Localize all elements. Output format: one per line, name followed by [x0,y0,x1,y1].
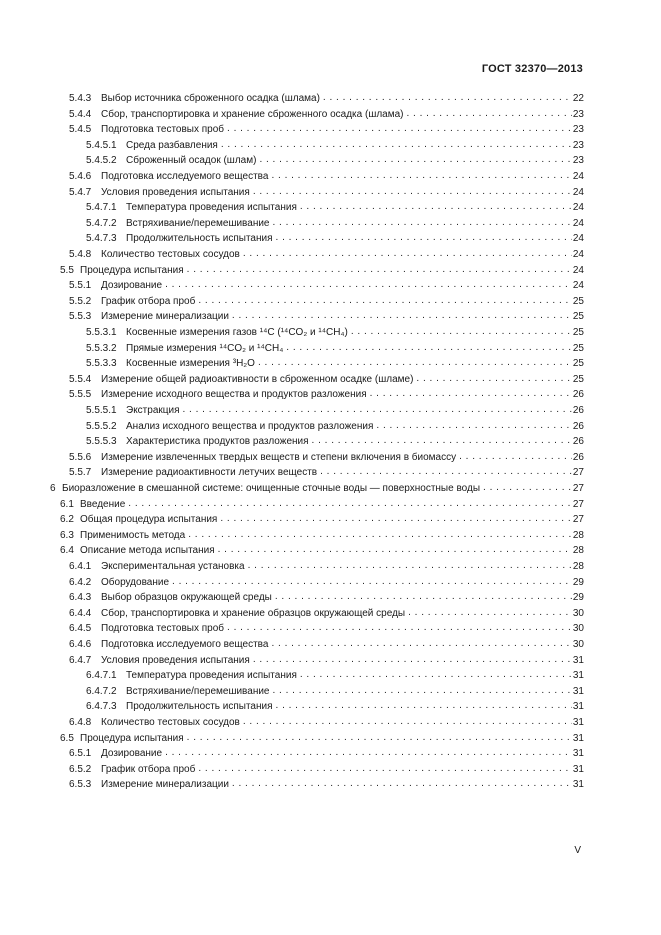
dot-leader [351,325,572,339]
toc-entry-title: График отбора проб [101,763,196,775]
toc-entry-number: 6.4.5 [69,623,92,635]
toc-entry-number: 5.5.3.1 [86,327,117,338]
page-number-footer: V [574,845,581,856]
toc-entry-title: Косвенные измерения ³H₂O [126,358,255,370]
toc-entry[interactable] [69,560,584,574]
toc-entry-number: 5.5.5.2 [86,420,117,432]
toc-entry[interactable] [69,591,584,605]
toc-entry-number: 6.1 [60,498,74,510]
toc-entry[interactable] [69,622,584,636]
toc-entry[interactable] [86,154,584,168]
toc-entry-number: 6 [50,483,56,494]
dot-leader [128,497,572,511]
toc-entry[interactable] [86,685,584,699]
toc-entry-page: 27 [572,467,584,479]
toc-entry-title: Среда разбавления [126,139,218,151]
toc-entry-page: 25 [572,373,584,385]
toc-entry[interactable] [60,513,584,527]
toc-entry[interactable] [69,388,584,402]
toc-entry[interactable] [86,217,584,231]
toc-entry-number: 6.5 [60,732,74,744]
toc-entry[interactable] [69,248,584,262]
toc-entry-title: Измерение общей радиоактивности в сброженном осадке (шламе) [101,373,414,385]
toc-entry-title: Косвенные измерения газов ¹⁴C (¹⁴CO₂ и ¹⁴CH₄) [126,327,348,338]
toc-entry-number: 6.3 [60,529,74,541]
toc-entry-number: 5.5.3.2 [86,342,117,354]
toc-entry-title: Измерение радиоактивности летучих веществ [101,467,318,479]
dot-leader [165,278,572,292]
toc-entry-page: 26 [572,389,584,401]
toc-entry-title: Выбор образцов окружающей среды [101,592,272,604]
toc-entry-number: 6.2 [60,514,74,526]
toc-entry-number: 5.4.3 [69,93,92,104]
document-id-header: ГОСТ 32370—2013 [481,63,583,75]
dot-leader [243,247,572,261]
dot-leader [221,138,572,152]
toc-entry-number: 5.5.5.1 [86,405,117,416]
toc-entry-title: Описание метода испытания [80,545,215,557]
dot-leader [416,372,571,386]
toc-entry-page: 26 [572,436,584,448]
dot-leader [273,216,572,230]
toc-entry-page: 31 [572,670,584,682]
toc-entry-title: Оборудование [101,576,170,588]
toc-entry-page: 24 [572,186,584,198]
toc-entry-page: 31 [572,717,584,728]
toc-entry-number: 5.5.4 [69,373,92,385]
dot-leader [273,684,572,698]
toc-entry[interactable] [69,186,584,200]
toc-entry-title: Экстракция [126,405,180,416]
dot-leader [276,699,572,713]
toc-entry-title: Встряхивание/перемешивание [126,685,270,697]
toc-entry-title: Общая процедура испытания [80,514,218,526]
toc-entry-title: Продолжительность испытания [126,701,273,713]
toc-entry-title: Подготовка тестовых проб [101,124,225,136]
dot-leader [218,543,572,557]
toc-entry-page: 26 [572,451,584,463]
toc-entry-title: Условия проведения испытания [101,654,250,666]
dot-leader [172,575,572,589]
toc-entry-title: Введение [80,498,126,510]
dot-leader [259,153,571,167]
dot-leader [232,777,572,791]
toc-entry-title: Выбор источника сброженного осадка (шлама) [101,93,320,104]
toc-entry-title: Биоразложение в смешанной системе: очищенные сточные воды — поверхностные воды [62,483,481,494]
toc-entry-number: 5.4.7.2 [86,217,117,229]
dot-leader [232,309,572,323]
toc-entry-number: 5.4.6 [69,171,92,182]
toc-entry-page: 24 [572,202,584,214]
toc-entry-page: 24 [572,280,584,292]
toc-entry-title: Количество тестовых сосудов [101,717,240,728]
toc-entry-page: 28 [572,545,584,557]
dot-leader [271,169,571,183]
toc-entry-number: 6.5.2 [69,763,92,775]
toc-entry[interactable] [69,108,584,122]
toc-entry[interactable] [69,778,584,792]
toc-entry-number: 6.4.6 [69,639,92,650]
dot-leader [182,403,571,417]
toc-entry-title: Сбор, транспортировка и хранение сброженного осадка (шлама) [101,108,404,120]
toc-entry[interactable] [69,763,584,777]
toc-entry[interactable] [69,607,584,621]
toc-entry[interactable] [69,279,584,293]
dot-leader [312,434,572,448]
toc-entry-title: Подготовка исследуемого вещества [101,639,269,650]
toc-entry-number: 5.4.8 [69,249,92,260]
toc-entry-number: 5.4.5.1 [86,139,117,151]
dot-leader [286,341,572,355]
toc-entry-page: 30 [572,607,584,619]
dot-leader [165,746,572,760]
toc-entry-title: Процедура испытания [80,264,184,276]
toc-entry[interactable] [69,310,584,324]
dot-leader [323,91,572,105]
toc-entry-page: 27 [572,498,584,510]
dot-leader [220,512,572,526]
toc-entry[interactable] [86,326,584,340]
toc-entry-title: Прямые измерения ¹⁴CO₂ и ¹⁴CH₄ [126,342,284,354]
dot-leader [187,731,572,745]
toc-entry-page: 24 [572,217,584,229]
toc-entry[interactable] [86,232,584,246]
toc-entry[interactable] [86,404,584,418]
toc-entry[interactable] [60,732,584,746]
toc-entry-title: Подготовка тестовых проб [101,623,225,635]
toc-entry[interactable] [69,123,584,137]
toc-entry-page: 25 [572,342,584,354]
toc-entry-page: 28 [572,561,584,572]
toc-entry-number: 6.4.7.1 [86,670,117,682]
toc-entry[interactable] [60,264,584,278]
toc-entry-title: График отбора проб [101,295,196,307]
dot-leader [483,481,572,495]
dot-leader [408,606,572,620]
toc-entry-number: 6.4.1 [69,561,92,572]
dot-leader [187,263,572,277]
dot-leader [253,185,572,199]
toc-entry-page: 31 [572,763,584,775]
toc-entry[interactable] [86,435,584,449]
toc-entry[interactable] [69,373,584,387]
toc-entry-page: 24 [572,249,584,260]
toc-entry[interactable] [86,700,584,714]
toc-entry[interactable] [60,544,584,558]
toc-entry[interactable] [69,576,584,590]
toc-entry-title: Подготовка исследуемого вещества [101,171,269,182]
toc-entry[interactable] [86,669,584,683]
toc-entry-page: 31 [572,701,584,713]
toc-entry-number: 5.4.7.1 [86,202,117,214]
toc-entry-number: 5.4.5.2 [86,155,117,167]
toc-entry-number: 5.4.4 [69,108,92,120]
dot-leader [276,231,572,245]
toc-entry[interactable] [69,466,584,480]
toc-entry[interactable] [69,170,584,184]
toc-entry-page: 27 [572,483,584,494]
dot-leader [275,590,572,604]
toc-entry-number: 5.5.5 [69,389,92,401]
toc-entry-number: 6.4 [60,545,74,557]
toc-entry-title: Измерение исходного вещества и продуктов разложения [101,389,367,401]
toc-entry-number: 6.5.1 [69,748,92,760]
toc-entry[interactable] [69,295,584,309]
toc-entry-page: 29 [572,592,584,604]
toc-entry-number: 6.4.8 [69,717,92,728]
dot-leader [198,294,572,308]
toc-entry-page: 30 [572,639,584,650]
toc-entry-page: 25 [572,358,584,370]
toc-entry-page: 25 [572,295,584,307]
dot-leader [198,762,572,776]
toc-entry-number: 6.4.7.3 [86,701,117,713]
toc-entry[interactable] [60,529,584,543]
toc-entry-title: Измерение минерализации [101,779,229,791]
toc-entry-number: 5.5.7 [69,467,92,479]
toc-entry-page: 25 [572,311,584,323]
toc-entry[interactable] [86,357,584,371]
toc-entry-number: 6.4.2 [69,576,92,588]
toc-entry-number: 6.4.7.2 [86,685,117,697]
toc-entry-title: Сбор, транспортировка и хранение образцов окружающей среды [101,607,406,619]
toc-entry-number: 5.4.5 [69,124,92,136]
toc-entry[interactable] [86,420,584,434]
toc-entry-page: 27 [572,514,584,526]
dot-leader [253,653,572,667]
toc-entry-number: 5.5.1 [69,280,92,292]
toc-entry[interactable] [69,654,584,668]
toc-entry-page: 22 [572,93,584,104]
toc-entry-title: Продолжительность испытания [126,233,273,245]
toc-entry-number: 5.5.3.3 [86,358,117,370]
dot-leader [370,387,572,401]
dot-leader [243,715,572,729]
dot-leader [258,356,572,370]
toc-entry[interactable] [60,498,584,512]
toc-entry-title: Измерение извлеченных твердых веществ и степени включения в биомассу [101,451,457,463]
toc-entry-page: 31 [572,685,584,697]
dot-leader [271,637,571,651]
toc-entry[interactable] [69,92,584,106]
toc-entry-number: 6.4.3 [69,592,92,604]
toc-entry-number: 6.4.7 [69,654,92,666]
toc-entry-number: 5.5.6 [69,451,92,463]
toc-entry-page: 26 [572,405,584,416]
toc-entry-page: 24 [572,171,584,182]
toc-entry-page: 23 [572,139,584,151]
toc-entry[interactable] [50,482,584,496]
toc-entry-number: 5.5.2 [69,295,92,307]
toc-entry-page: 25 [572,327,584,338]
toc-entry[interactable] [69,451,584,465]
dot-leader [227,122,572,136]
dot-leader [320,465,572,479]
toc-entry-title: Измерение минерализации [101,311,229,323]
toc-entry[interactable] [69,638,584,652]
toc-entry-page: 28 [572,529,584,541]
dot-leader [407,107,572,121]
toc-entry-title: Дозирование [101,280,163,292]
toc-entry[interactable] [69,716,584,730]
toc-entry-title: Применимость метода [80,529,186,541]
toc-entry[interactable] [86,201,584,215]
toc-entry-title: Условия проведения испытания [101,186,250,198]
toc-entry-title: Температура проведения испытания [126,670,297,682]
toc-entry[interactable] [86,139,584,153]
toc-entry-title: Экспериментальная установка [101,561,245,572]
toc-entry-page: 30 [572,623,584,635]
dot-leader [459,450,572,464]
toc-entry-number: 5.4.7 [69,186,92,198]
dot-leader [248,559,572,573]
toc-entry-page: 31 [572,654,584,666]
toc-entry-page: 23 [572,155,584,167]
toc-entry-page: 23 [572,124,584,136]
toc-entry-number: 5.5 [60,264,74,276]
toc-entry-title: Температура проведения испытания [126,202,297,214]
toc-entry-page: 26 [572,420,584,432]
toc-entry-title: Встряхивание/перемешивание [126,217,270,229]
toc-entry[interactable] [86,342,584,356]
toc-entry-number: 6.4.4 [69,607,92,619]
toc-entry-number: 6.5.3 [69,779,92,791]
dot-leader [227,621,572,635]
toc-entry-page: 31 [572,732,584,744]
toc-entry-title: Дозирование [101,748,163,760]
toc-entry-page: 31 [572,779,584,791]
toc-entry-page: 31 [572,748,584,760]
toc-entry-title: Процедура испытания [80,732,184,744]
toc-entry-page: 29 [572,576,584,588]
toc-entry-page: 24 [572,233,584,245]
toc-entry-title: Количество тестовых сосудов [101,249,240,260]
toc-entry-page: 24 [572,264,584,276]
toc-entry[interactable] [69,747,584,761]
dot-leader [188,528,572,542]
dot-leader [300,668,572,682]
toc-entry-title: Характеристика продуктов разложения [126,436,309,448]
toc-entry-number: 5.5.5.3 [86,436,117,448]
dot-leader [300,200,572,214]
toc-entry-title: Анализ исходного вещества и продуктов разложения [126,420,374,432]
toc-entry-number: 5.5.3 [69,311,92,323]
toc-entry-title: Сброженный осадок (шлам) [126,155,257,167]
toc-entry-page: 23 [572,108,584,120]
toc-entry-number: 5.4.7.3 [86,233,117,245]
dot-leader [376,419,571,433]
